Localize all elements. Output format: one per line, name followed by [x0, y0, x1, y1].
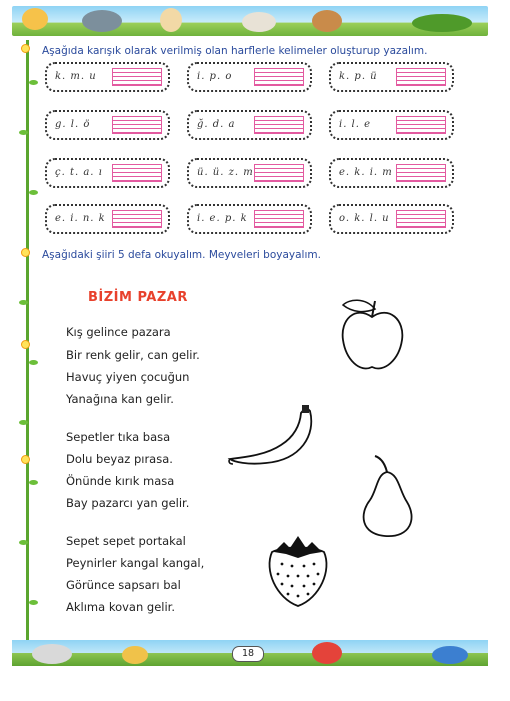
leaf-icon [29, 600, 38, 605]
apple-drawing[interactable] [335, 295, 410, 375]
strawberry-drawing[interactable] [262, 532, 334, 610]
writing-lines[interactable] [112, 210, 162, 228]
scrambled-letters: ğ. d. a [197, 119, 236, 130]
poem-line: Bay pazarcı yan gelir. [66, 496, 190, 510]
exercise-box [329, 110, 454, 140]
scrambled-letters: k. p. ü [339, 71, 378, 82]
exercise-box [45, 204, 170, 234]
leaf-icon [19, 420, 28, 425]
poem-line: Havuç yiyen çocuğun [66, 370, 190, 384]
writing-lines[interactable] [254, 210, 304, 228]
exercise-box [329, 204, 454, 234]
cartoon-animal-illustration [22, 8, 48, 30]
scrambled-letters: i. l. e [339, 119, 372, 130]
poem-title: BİZİM PAZAR [88, 290, 188, 305]
banana-drawing[interactable] [226, 405, 346, 470]
flower-icon [21, 340, 30, 349]
scrambled-letters: e. i. n. k [55, 213, 106, 224]
poem-line: Peynirler kangal kangal, [66, 556, 205, 570]
poem-line: Sepet sepet portakal [66, 534, 186, 548]
poem-line: Dolu beyaz pırasa. [66, 452, 173, 466]
flower-icon [21, 248, 30, 257]
top-decorative-banner [12, 6, 488, 36]
pear-drawing[interactable] [355, 452, 420, 540]
leaf-icon [19, 130, 28, 135]
exercise-box [187, 204, 312, 234]
leaf-icon [29, 360, 38, 365]
flower-icon [21, 455, 30, 464]
writing-lines[interactable] [254, 68, 304, 86]
writing-lines[interactable] [396, 68, 446, 86]
goat-illustration [242, 12, 276, 32]
instruction-scramble: Aşağıda karışık olarak verilmiş olan harflerle kelimeler oluşturup yazalım. [42, 45, 428, 57]
scrambled-letters: k. m. u [55, 71, 97, 82]
leaf-icon [29, 190, 38, 195]
elephant-illustration [82, 10, 122, 32]
poem-line: Aklıma kovan gelir. [66, 600, 175, 614]
writing-lines[interactable] [396, 116, 446, 134]
character-illustration [432, 646, 468, 664]
animal-illustration [32, 644, 72, 664]
poem-line: Önünde kırık masa [66, 474, 175, 488]
exercise-box [45, 110, 170, 140]
leaf-icon [29, 80, 38, 85]
flower-icon [21, 44, 30, 53]
exercise-box [329, 62, 454, 92]
exercise-box [45, 158, 170, 188]
exercise-box [329, 158, 454, 188]
exercise-box [187, 110, 312, 140]
dog-illustration [312, 10, 342, 32]
writing-lines[interactable] [396, 164, 446, 182]
bear-illustration [160, 8, 182, 32]
hill-illustration [412, 14, 472, 32]
scrambled-letters: o. k. l. u [339, 213, 390, 224]
exercise-box [187, 62, 312, 92]
exercise-box [45, 62, 170, 92]
scrambled-letters: ü. ü. z. m [197, 167, 254, 178]
scrambled-letters: i. p. o [197, 71, 233, 82]
leaf-icon [29, 480, 38, 485]
poem-line: Kış gelince pazara [66, 325, 171, 339]
page-number: 18 [232, 646, 264, 662]
writing-lines[interactable] [112, 164, 162, 182]
poem-line: Görünce sapsarı bal [66, 578, 181, 592]
writing-lines[interactable] [396, 210, 446, 228]
scrambled-letters: i. e. p. k [197, 213, 248, 224]
poem-line: Yanağına kan gelir. [66, 392, 174, 406]
writing-lines[interactable] [112, 68, 162, 86]
poem-line: Sepetler tıka basa [66, 430, 171, 444]
leaf-icon [19, 540, 28, 545]
scrambled-letters: ç. t. a. ı [55, 167, 103, 178]
umbrella-illustration [312, 642, 342, 664]
leaf-icon [19, 300, 28, 305]
writing-lines[interactable] [254, 164, 304, 182]
scrambled-letters: e. k. i. m [339, 167, 393, 178]
exercise-box [187, 158, 312, 188]
bird-illustration [122, 646, 148, 664]
writing-lines[interactable] [112, 116, 162, 134]
poem-line: Bir renk gelir, can gelir. [66, 348, 200, 362]
writing-lines[interactable] [254, 116, 304, 134]
instruction-poem: Aşağıdaki şiiri 5 defa okuyalım. Meyveleri boyayalım. [42, 249, 321, 261]
scrambled-letters: g. l. ö [55, 119, 91, 130]
